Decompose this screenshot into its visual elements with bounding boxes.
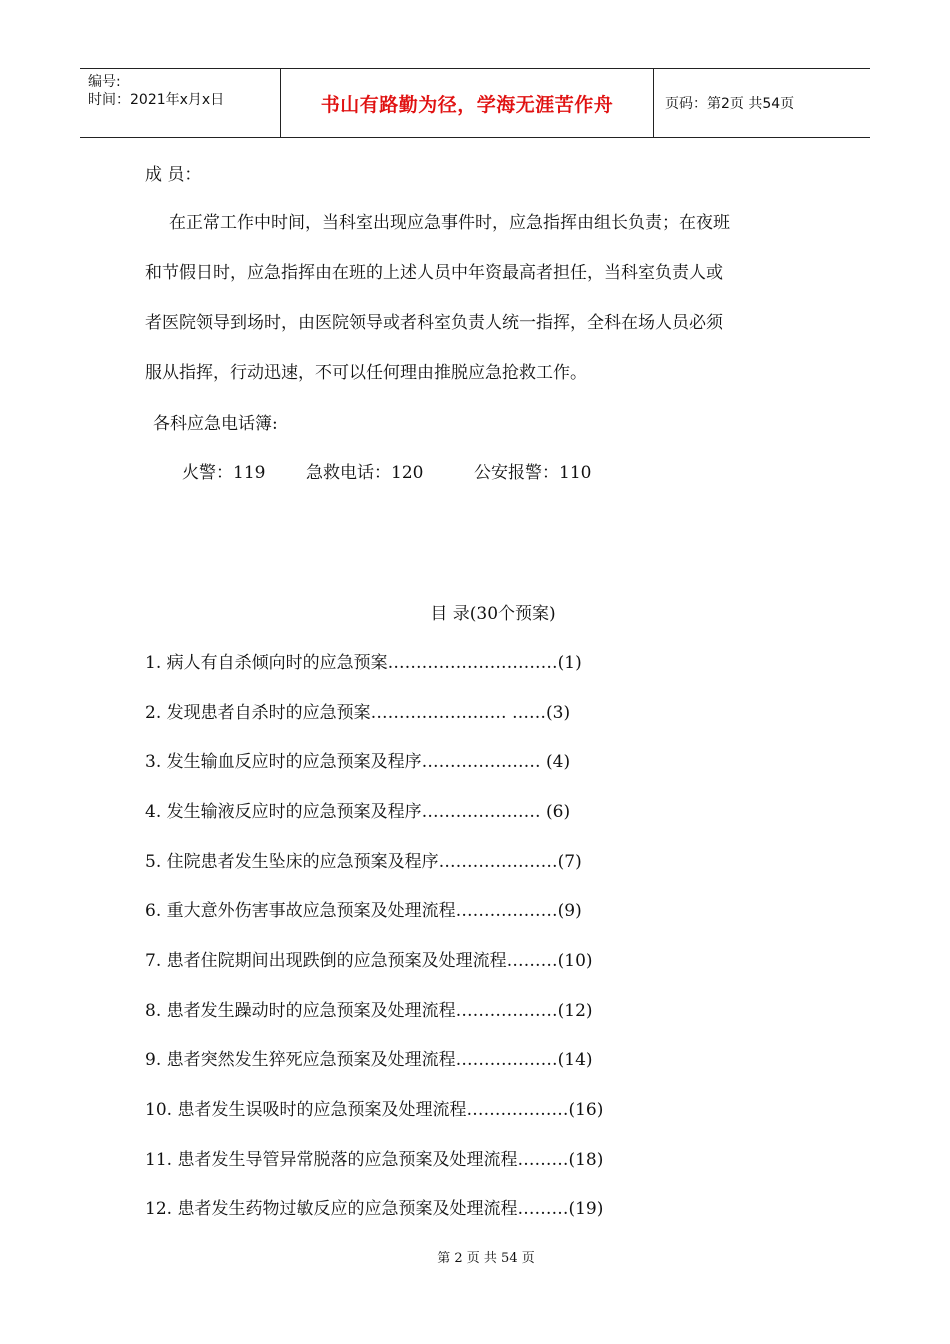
phone-ambulance: 急救电话：120 xyxy=(306,463,424,483)
phone-fire: 火警：119 xyxy=(182,463,266,483)
toc-item: 2. 发现患者自杀时的应急预案…………………… ……(3) xyxy=(145,703,571,723)
paragraph-line: 服从指挥，行动迅速，不可以任何理由推脱应急抢救工作。 xyxy=(145,363,587,383)
toc-item: 8. 患者发生躁动时的应急预案及处理流程………………(12) xyxy=(145,1001,593,1021)
toc-item: 11. 患者发生导管异常脱落的应急预案及处理流程………(18) xyxy=(145,1150,604,1170)
header-motto: 书山有路勤为径，学海无涯苦作舟 xyxy=(281,69,654,137)
header-page-info: 页码：第2页 共54页 xyxy=(665,96,795,112)
toc-item: 1. 病人有自杀倾向时的应急预案…………………………(1) xyxy=(145,653,582,673)
toc-item: 12. 患者发生药物过敏反应的应急预案及处理流程………(19) xyxy=(145,1199,604,1219)
document-number-label: 编号: xyxy=(88,74,121,90)
phone-police: 公安报警：110 xyxy=(474,463,592,483)
paragraph-line: 在正常工作中时间，当科室出现应急事件时，应急指挥由组长负责；在夜班 xyxy=(169,213,730,233)
toc-title: 目 录(30个预案) xyxy=(430,604,556,624)
phone-book-label: 各科应急电话簿: xyxy=(153,414,278,434)
toc-item: 7. 患者住院期间出现跌倒的应急预案及处理流程………(10) xyxy=(145,951,593,971)
paragraph-line: 者医院领导到场时，由医院领导或者科室负责人统一指挥，全科在场人员必须 xyxy=(145,313,723,333)
page-header xyxy=(80,68,870,138)
paragraph-line: 和节假日时，应急指挥由在班的上述人员中年资最高者担任，当科室负责人或 xyxy=(145,263,723,283)
document-date-label: 时间：2021年x月x日 xyxy=(88,92,225,108)
toc-item: 10. 患者发生误吸时的应急预案及处理流程………………(16) xyxy=(145,1100,604,1120)
toc-item: 6. 重大意外伤害事故应急预案及处理流程………………(9) xyxy=(145,901,582,921)
header-meta-cell xyxy=(80,69,281,137)
toc-item: 4. 发生输液反应时的应急预案及程序………………… (6) xyxy=(145,802,571,822)
members-label: 成 员： xyxy=(145,165,202,185)
toc-item: 5. 住院患者发生坠床的应急预案及程序…………………(7) xyxy=(145,852,582,872)
page-footer: 第 2 页 共 54 页 xyxy=(437,1251,535,1266)
toc-item: 9. 患者突然发生猝死应急预案及处理流程………………(14) xyxy=(145,1050,593,1070)
toc-item: 3. 发生输血反应时的应急预案及程序………………… (4) xyxy=(145,752,571,772)
